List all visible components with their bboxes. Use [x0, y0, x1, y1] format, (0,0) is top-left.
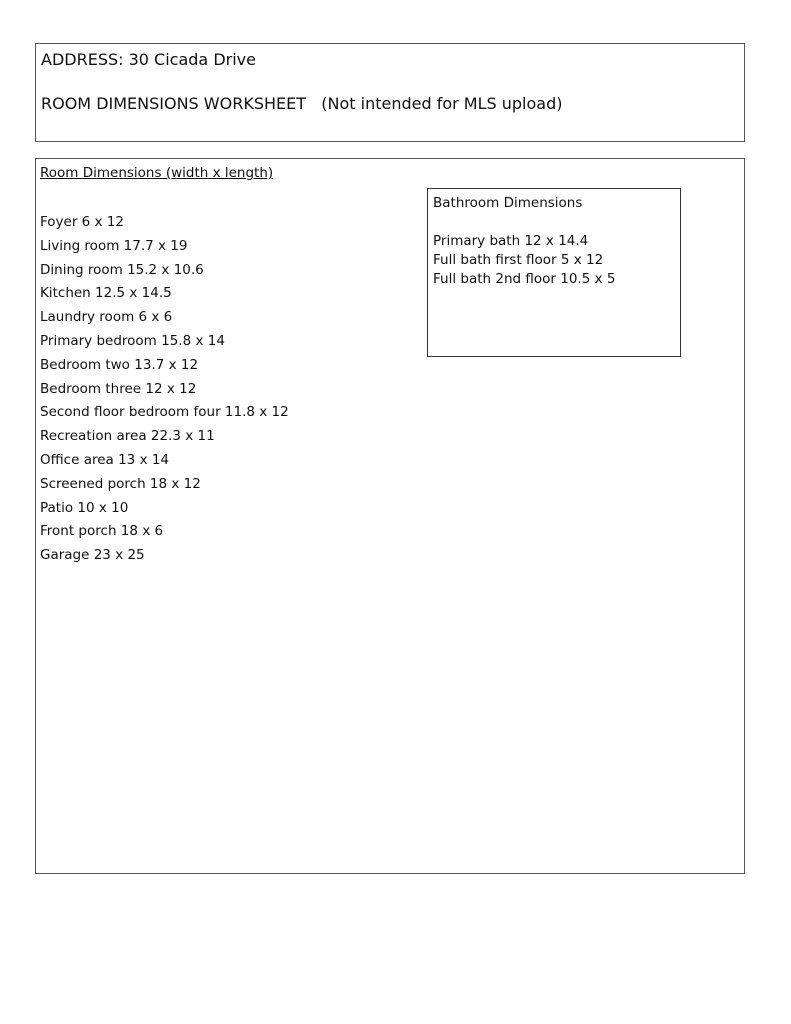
room-dimensions-box — [35, 158, 745, 874]
bathroom-item: Full bath 2nd floor 10.5 x 5 — [433, 271, 616, 287]
room-item: Dining room 15.2 x 10.6 — [40, 261, 204, 278]
room-item: Office area 13 x 14 — [40, 451, 170, 468]
bathroom-item: Full bath first floor 5 x 12 — [433, 252, 604, 268]
room-dimensions-heading: Room Dimensions (width x length) — [40, 165, 274, 181]
room-item: Primary bedroom 15.8 x 14 — [40, 332, 225, 349]
room-item: Laundry room 6 x 6 — [40, 309, 173, 326]
room-item: Recreation area 22.3 x 11 — [40, 428, 215, 445]
address: ADDRESS: 30 Cicada Drive — [41, 50, 256, 69]
bathroom-item: Primary bath 12 x 14.4 — [433, 233, 589, 249]
worksheet-title: ROOM DIMENSIONS WORKSHEET (Not intended for MLS upload) — [41, 94, 563, 113]
room-item: Garage 23 x 25 — [40, 547, 145, 564]
header-box — [35, 43, 745, 142]
room-item: Second floor bedroom four 11.8 x 12 — [40, 404, 289, 421]
room-item: Living room 17.7 x 19 — [40, 237, 188, 254]
bathroom-list — [433, 232, 615, 289]
room-item: Front porch 18 x 6 — [40, 523, 164, 540]
room-list — [40, 211, 289, 568]
bathroom-dimensions-heading: Bathroom Dimensions — [433, 195, 583, 211]
bathroom-dimensions-box — [427, 188, 681, 357]
room-item: Patio 10 x 10 — [40, 499, 129, 516]
room-item: Foyer 6 x 12 — [40, 214, 125, 230]
room-item: Kitchen 12.5 x 14.5 — [40, 285, 172, 302]
room-item: Bedroom three 12 x 12 — [40, 380, 197, 397]
room-item: Screened porch 18 x 12 — [40, 475, 201, 492]
room-item: Bedroom two 13.7 x 12 — [40, 356, 199, 373]
